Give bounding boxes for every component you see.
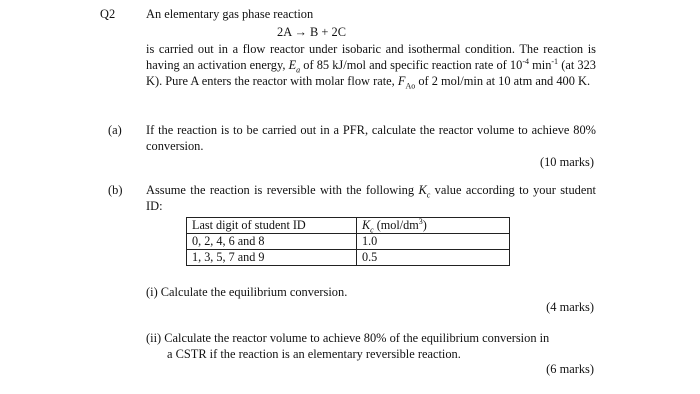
part-a-label: (a): [108, 123, 122, 137]
min-exponent: -1: [551, 56, 559, 66]
statement-text-1: is carried out in a flow reactor under isobaric and isothermal condition. The reaction is having an activation energy,: [146, 42, 596, 72]
part-a-marks: (10 marks): [539, 155, 594, 169]
statement-text-5: of 2 mol/min at 10 atm and 400 K.: [415, 73, 591, 88]
statement-text-3: min: [532, 57, 552, 72]
part-a-text: If the reaction is to be carried out in a PFR, calculate the reactor volume to achieve 80% conversion.: [146, 123, 596, 153]
statement-text-2: of 85 kJ/mol and specific reaction rate of 10: [300, 57, 523, 72]
row-digits: 1, 3, 5, 7 and 9: [187, 250, 357, 266]
header-kc-symbol: K: [362, 218, 371, 232]
row-kc: 0.5: [357, 250, 510, 266]
header-kc-unit: (mol/dm: [373, 218, 419, 232]
question-title: An elementary gas phase reaction: [146, 7, 314, 21]
table-row: [187, 234, 510, 250]
reaction-equation: 2A → B + 2C: [277, 25, 346, 39]
statement-text-4: (at 323 K). Pure A enters the reactor with molar flow rate,: [146, 57, 596, 88]
header-student-id: Last digit of student ID: [187, 218, 357, 234]
part-b-text-1: Assume the reaction is reversible with the following: [146, 183, 419, 197]
part-b-text-2: value according to your student ID:: [146, 183, 596, 213]
rate-exponent: -4: [522, 56, 529, 66]
part-b-label: (b): [108, 183, 123, 197]
activation-energy-subscript: a: [296, 65, 301, 75]
sub-question-ii-marks: (6 marks): [546, 362, 594, 376]
sub-question-i-marks: (4 marks): [546, 300, 594, 314]
header-kc-exponent: 3: [418, 216, 423, 226]
kc-symbol: K: [418, 183, 427, 197]
molar-flow-symbol: F: [397, 73, 406, 88]
header-kc: [357, 218, 510, 234]
part-b-text: [146, 183, 596, 215]
sub-question-ii-line-1: (ii) Calculate the reactor volume to achieve 80% of the equilibrium conversion in: [146, 331, 550, 345]
sub-question-i: (i) Calculate the equilibrium conversion.: [146, 285, 348, 299]
header-kc-close: ): [422, 218, 427, 232]
kc-table: [186, 217, 510, 266]
activation-energy-symbol: E: [288, 57, 297, 72]
molar-flow-subscript: Ao: [405, 81, 416, 91]
question-number: Q2: [100, 7, 116, 21]
table-row: [187, 250, 510, 266]
header-kc-subscript: c: [370, 225, 374, 235]
sub-question-ii: [146, 331, 596, 363]
sub-question-ii-line-2: a CSTR if the reaction is an elementary reversible reaction.: [167, 346, 461, 361]
kc-subscript: c: [426, 190, 431, 200]
table-header-row: [187, 218, 510, 234]
problem-statement: [146, 42, 596, 89]
row-kc: 1.0: [357, 234, 510, 250]
row-digits: 0, 2, 4, 6 and 8: [187, 234, 357, 250]
